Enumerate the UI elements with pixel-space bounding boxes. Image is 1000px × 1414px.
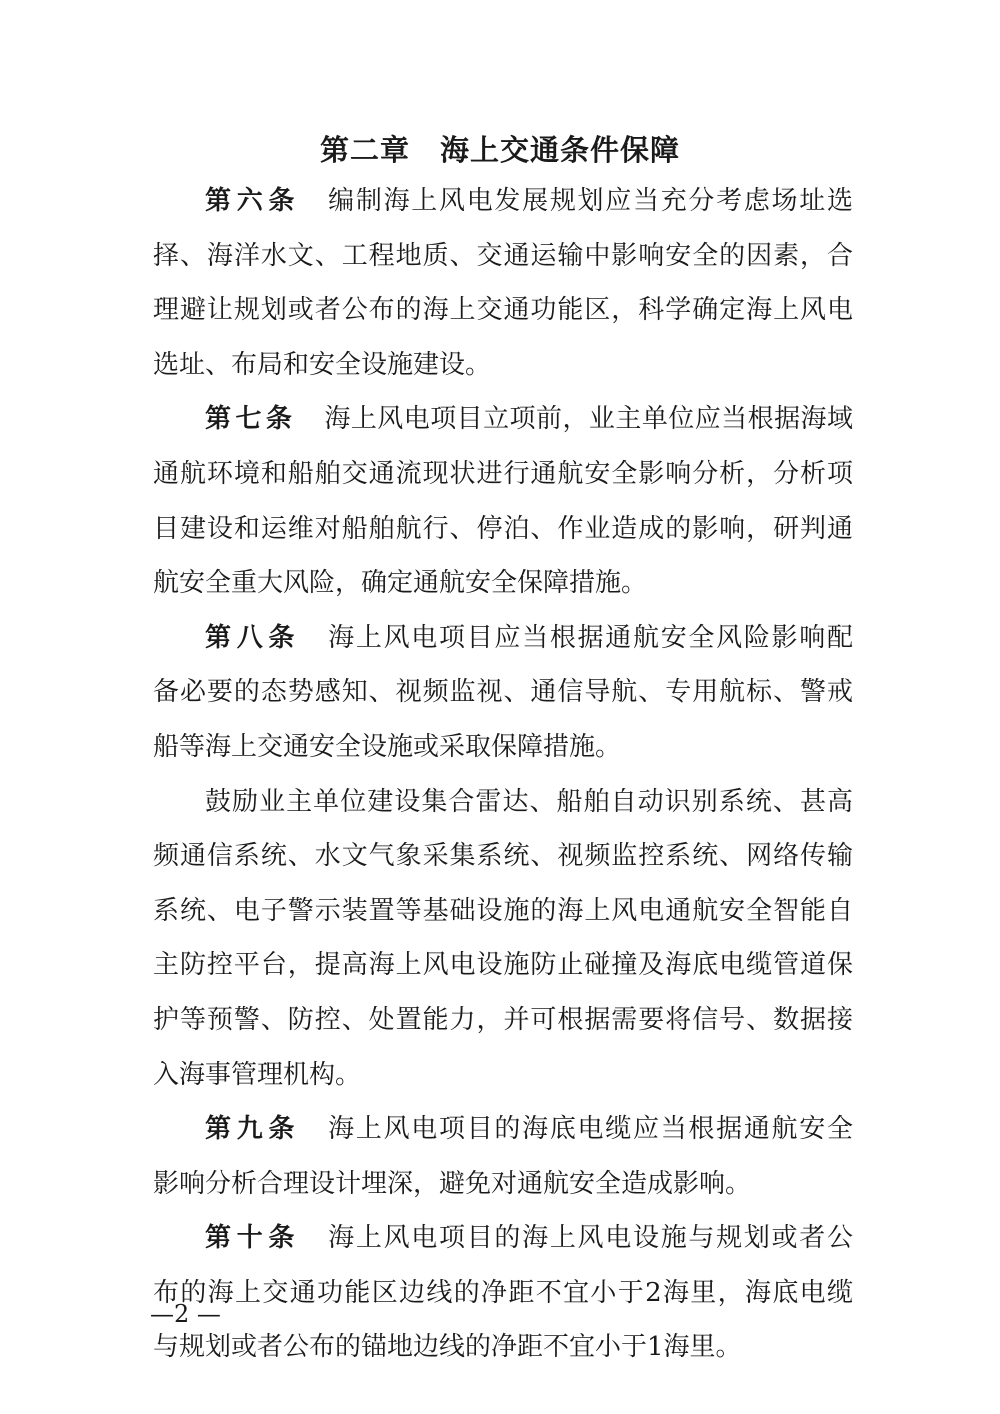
paragraph-line: 航安全重大风险，确定通航安全保障措施。 xyxy=(153,568,648,599)
paragraph-text: 海上风电项目的海底电缆应当根据通航安全 xyxy=(328,1114,853,1145)
paragraph-line: 频通信系统、水文气象采集系统、视频监控系统、网络传输 xyxy=(153,841,853,872)
paragraph-text: 海上风电项目立项前，业主单位应当根据海域 xyxy=(324,404,853,435)
paragraph-line: 备必要的态势感知、视频监视、通信导航、专用航标、警戒 xyxy=(153,677,853,708)
paragraph-line: 影响分析合理设计埋深，避免对通航安全造成影响。 xyxy=(153,1168,752,1199)
paragraph-line xyxy=(153,1211,853,1266)
paragraph-line: 系统、电子警示装置等基础设施的海上风电通航安全智能自 xyxy=(153,895,853,926)
paragraph-line: 主防控平台，提高海上风电设施防止碰撞及海底电缆管道保 xyxy=(153,950,853,981)
paragraph-line xyxy=(153,1102,853,1157)
article-label: 第八条 xyxy=(205,622,301,653)
paragraph-line xyxy=(153,392,853,447)
paragraph-line: 布的海上交通功能区边线的净距不宜小于2海里，海底电缆 xyxy=(153,1277,853,1308)
paragraph-line: 择、海洋水文、工程地质、交通运输中影响安全的因素，合 xyxy=(153,240,853,271)
article-label: 第九条 xyxy=(205,1114,301,1145)
paragraph-text: 海上风电项目的海上风电设施与规划或者公 xyxy=(328,1223,853,1254)
paragraph-text: 海上风电项目应当根据通航安全风险影响配 xyxy=(328,622,853,653)
paragraph-line: 通航环境和船舶交通流现状进行通航安全影响分析，分析项 xyxy=(153,458,853,489)
chapter-heading xyxy=(0,128,1000,172)
article-label: 第十条 xyxy=(205,1223,301,1254)
article-label: 第七条 xyxy=(205,404,297,435)
paragraph-line: 目建设和运维对船舶航行、停泊、作业造成的影响，研判通 xyxy=(153,513,853,544)
paragraph-line: 理避让规划或者公布的海上交通功能区，科学确定海上风电 xyxy=(153,295,853,326)
document-body xyxy=(153,174,853,1375)
paragraph-line: 与规划或者公布的锚地边线的净距不宜小于1海里。 xyxy=(153,1332,742,1363)
paragraph-line: 选址、布局和安全设施建设。 xyxy=(153,349,492,380)
article-label: 第六条 xyxy=(205,186,301,216)
paragraph-line: 船等海上交通安全设施或采取保障措施。 xyxy=(153,731,622,762)
paragraph-line: 护等预警、防控、处置能力，并可根据需要将信号、数据接 xyxy=(153,1004,853,1035)
paragraph-text: 编制海上风电发展规划应当充分考虑场址选 xyxy=(328,186,853,216)
paragraph-line xyxy=(153,611,853,666)
page-number: —2 — xyxy=(150,1300,221,1328)
paragraph-line xyxy=(153,174,853,229)
paragraph-line: 入海事管理机构。 xyxy=(153,1059,362,1090)
chapter-number: 第二章 xyxy=(319,133,410,167)
chapter-title: 海上交通条件保障 xyxy=(440,133,681,167)
paragraph-line: 鼓励业主单位建设集合雷达、船舶自动识别系统、甚高 xyxy=(205,786,853,817)
